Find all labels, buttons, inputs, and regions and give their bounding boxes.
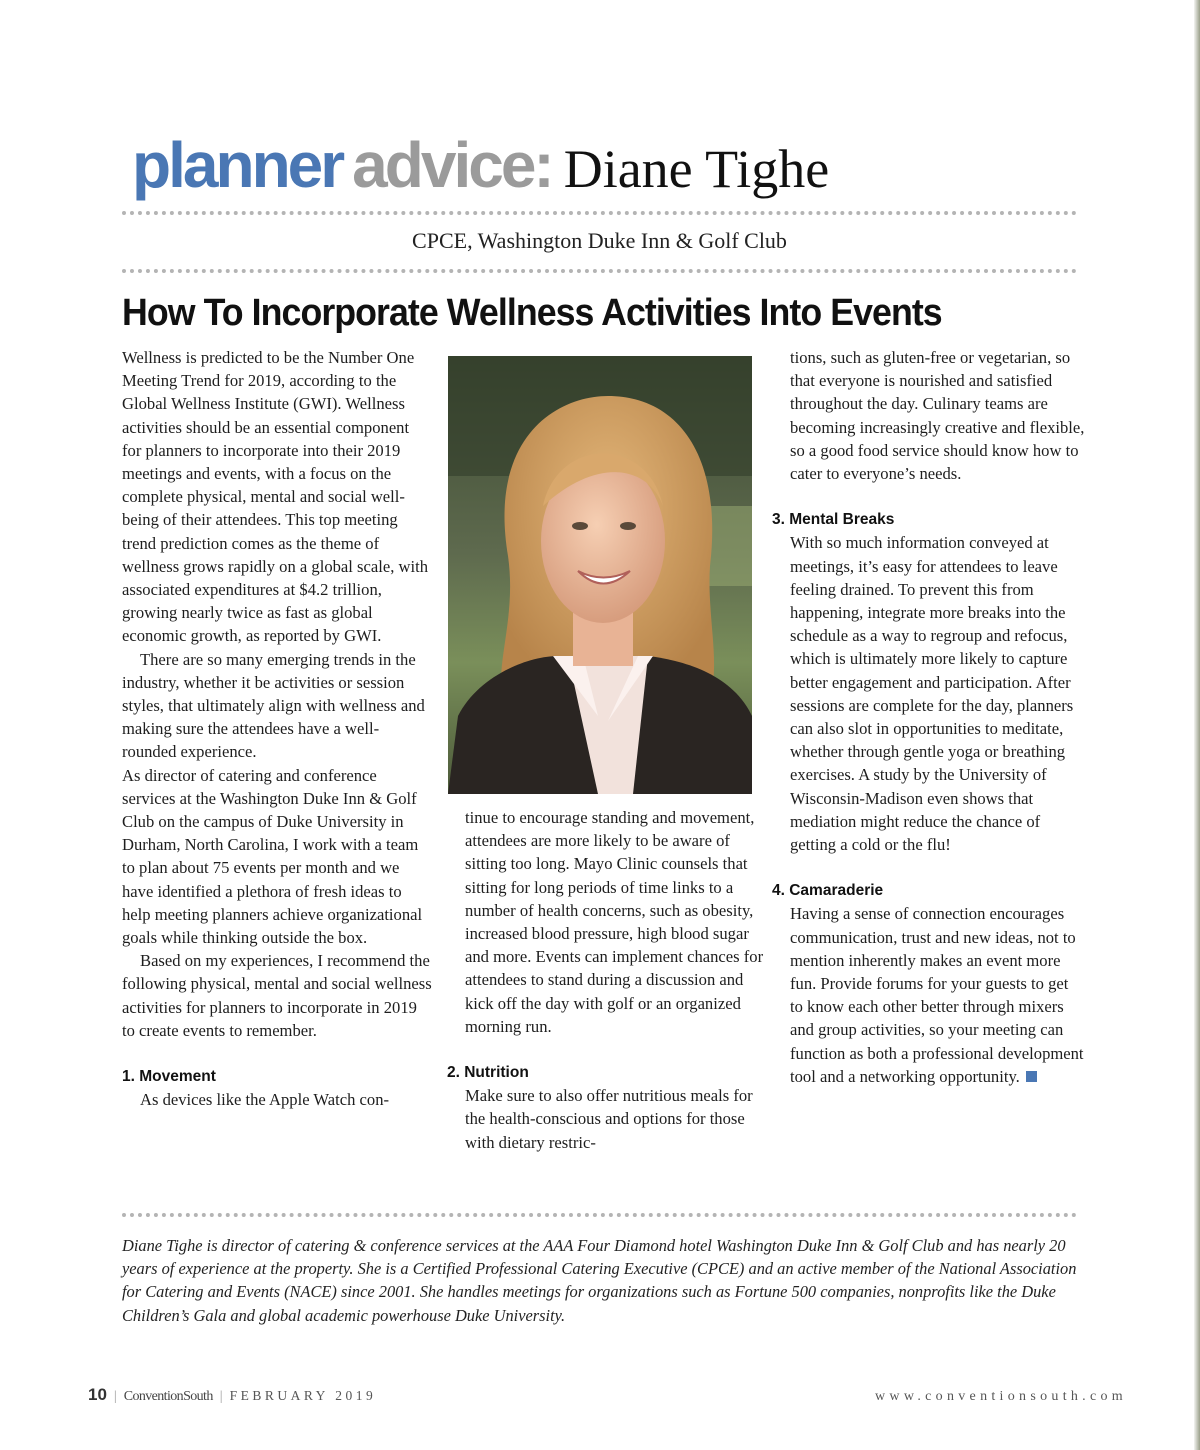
section-heading-movement: 1. Movement <box>122 1068 216 1086</box>
paragraph: There are so many emerging trends in the industry, whether it be activities or session styles, that ultimately align with wellness and making sure the attendees have a well-rounded experience. <box>122 649 425 762</box>
footer-separator: | <box>113 1389 117 1404</box>
paragraph: With so much information conveyed at meetings, it’s easy for attendees to leave feeling drained. To prevent this from happening, integrate more breaks into the schedule as a way to regroup and refocus, which is ultimately more likely to capture better engagement and participation. After sessions are complete for the day, planners can also slot in opportunities to meditate, whether through gentle yoga or breathing exercises. A study by the University of Wisconsin-Madison even shows that mediation might reduce the chance of getting a cold or the flu! <box>790 533 1074 855</box>
paragraph: As devices like the Apple Watch con- <box>140 1090 390 1110</box>
magazine-name: ConventionSouth <box>123 1389 213 1404</box>
dotted-divider-middle <box>122 269 1077 273</box>
paragraph: As director of catering and conference services at the Washington Duke Inn & Golf Club on the campus of Duke University in Durham, North Carolina, I work with a team to plan about 75 events per month and we have identified a plethora of fresh ideas to help meeting planners achieve organizational goals while thinking outside the box. <box>122 765 423 948</box>
author-name: Diane Tighe <box>563 139 830 199</box>
page-footer <box>88 1385 376 1405</box>
paragraph-text: Having a sense of connection encourages communication, trust and new ideas, not to mention inherently makes an event more fun. Provide forums for your guests to get to know each other better through mixers and group activities, so your meeting can function as both a professional development tool and a networking opportunity. <box>790 904 1084 1086</box>
author-affiliation: CPCE, Washington Duke Inn & Golf Club <box>412 228 787 253</box>
department-header <box>132 128 829 208</box>
dotted-divider-bottom <box>122 1213 1077 1217</box>
paragraph: Based on my experiences, I recommend the following physical, mental and social wellness activities for planners to incorporate in 2019 to create events to remember. <box>122 951 432 1040</box>
section-heading-camaraderie: 4. Camaraderie <box>772 882 884 900</box>
article-headline: How To Incorporate Wellness Activities Into Events <box>122 292 942 334</box>
page-edge-decoration <box>1194 0 1200 1450</box>
issue-date: FEBRUARY 2019 <box>229 1388 377 1403</box>
section-heading-nutrition: 2. Nutrition <box>447 1064 529 1082</box>
dotted-divider-top <box>122 211 1077 215</box>
section-heading-mental-breaks: 3. Mental Breaks <box>772 511 895 529</box>
footer-separator: | <box>219 1389 223 1404</box>
header-word-planner: planner <box>132 129 343 201</box>
paragraph-final <box>790 902 1085 1088</box>
paragraph: tions, such as gluten-free or vegetarian, so that everyone is nourished and satisfied throughout the day. Culinary teams are becoming increasingly creative and flexible, so a good food service should know how to cater to everyone’s needs. <box>790 348 1085 484</box>
paragraph: tinue to encourage standing and movement, attendees are more likely to be aware of sitting too long. Mayo Clinic counsels that sitting for long periods of time links to a number of health concerns, such as obesity, increased blood pressure, high blood sugar and more. Events can implement chances for attendees to stand during a discussion and kick off the day with golf or an organized morning run. <box>465 808 764 1036</box>
header-word-advice: advice: <box>352 129 552 201</box>
page-number: 10 <box>88 1385 107 1404</box>
paragraph: Make sure to also offer nutritious meals for the health-conscious and options for those with dietary restric- <box>465 1086 753 1152</box>
paragraph: Wellness is predicted to be the Number One Meeting Trend for 2019, according to the Global Wellness Institute (GWI). Wellness activities should be an essential component for planners to incorporate into their 2019 meetings and events, with a focus on the complete physical, mental and social well-being of their attendees. This top meeting trend prediction comes as the theme of wellness grows rapidly on a global scale, with associated expenditures at $4.2 trillion, growing nearly twice as fast as global economic growth, as reported by GWI. <box>122 348 428 646</box>
author-bio: Diane Tighe is director of catering & conference services at the AAA Four Diamond hotel Washington Duke Inn & Golf Club and has nearly 20 years of experience at the property. She is a Certified Professional Catering Executive (CPCE) and an active member of the National Association for Catering and Events (NACE) since 2001. She handles meetings for organizations such as Fortune 500 companies, nonprofits like the Duke Children’s Gala and global academic powerhouse Duke University. <box>122 1236 1077 1325</box>
end-mark-icon <box>1026 1071 1037 1082</box>
website-url: www.conventionsouth.com <box>875 1389 1127 1404</box>
author-photo <box>448 356 752 794</box>
article-column-3 <box>772 346 1085 1088</box>
article-column-1 <box>122 346 432 1112</box>
article-column-2 <box>447 806 765 1154</box>
